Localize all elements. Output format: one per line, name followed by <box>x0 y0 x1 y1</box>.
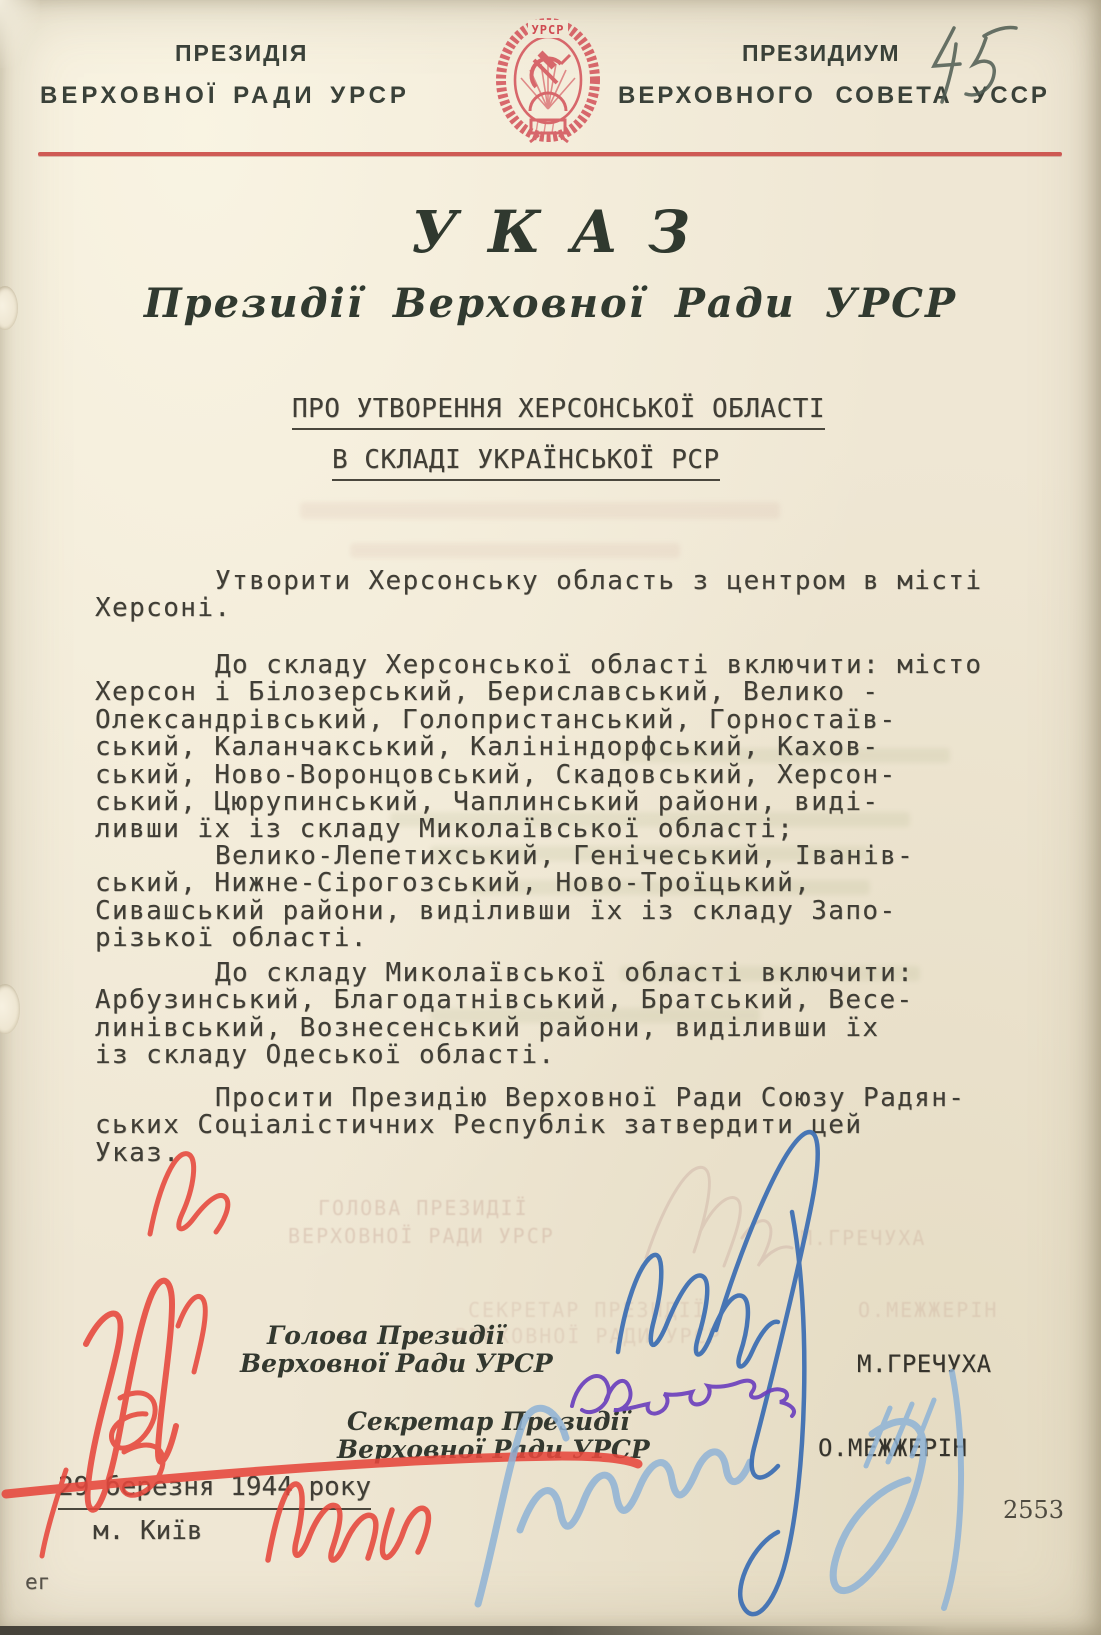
handwritten-page-number <box>920 14 1030 114</box>
signature-secretary-title-line1: Секретар Президії <box>347 1407 630 1436</box>
bleed-through-smudge <box>300 502 780 519</box>
body-line: ських Соціалістичних Республік затвердити цей <box>95 1110 863 1141</box>
bleed-through-smudge <box>350 543 680 558</box>
body-line: Олександрівський, Голопристанський, Горностаїв- <box>95 704 897 735</box>
signature-head-name: М.ГРЕЧУХА <box>857 1350 992 1378</box>
body-line: ливши їх із складу Миколаївської області; <box>95 814 795 845</box>
body-line: ський, Цюрупинський, Чаплинський райони, виді- <box>95 786 880 817</box>
body-line: Сивашський райони, виділивши їх із складу Запо- <box>95 895 897 926</box>
typist-initials: ег <box>25 1570 51 1594</box>
decree-title: УКАЗ <box>411 198 720 266</box>
body-line: Велико-Лепетихський, Генічеський, Іванів- <box>215 841 915 871</box>
header-divider-rule <box>38 152 1062 156</box>
scan-bottom-edge <box>0 1626 1101 1635</box>
ghost-head-title-line1: ГОЛОВА ПРЕЗИДІЇ <box>318 1196 529 1220</box>
signature-secretary-name: О.МЕЖЖЕРІН <box>818 1434 968 1462</box>
ghost-head-name: М.ГРЕЧУХА <box>800 1226 927 1250</box>
header-right-line1: ПРЕЗИДИУМ <box>742 40 901 66</box>
ghost-secretary-title-line2: ВЕРХОВНОЇ РАДИ УРСР <box>455 1324 722 1348</box>
body-line: До складу Миколаївської області включити: <box>215 958 915 988</box>
signature-head-title-line2: Верховної Ради УРСР <box>240 1349 553 1378</box>
body-line: різької області. <box>95 923 368 954</box>
signature-secretary-title <box>337 1408 650 1464</box>
body-paragraph <box>95 960 975 1070</box>
body-line: ський, Нижне-Сірогозський, Ново-Троїцький, <box>95 868 812 899</box>
signature-head-title <box>240 1322 553 1378</box>
header-right-line2: ВЕРХОВНОГО СОВЕТА УССР <box>618 82 1050 109</box>
ghost-secretary-name: О.МЕЖЖЕРІН <box>858 1298 999 1322</box>
body-line: Указ. <box>95 1137 181 1168</box>
ghost-secretary-title-line1: СЕКРЕТАР ПРЕЗИДІЇ <box>468 1298 707 1322</box>
header-left-line1: ПРЕЗИДІЯ <box>175 40 309 66</box>
body-line: ський, Ново-Воронцовський, Скадовський, Херсон- <box>95 759 897 790</box>
decree-subtitle: Президії Верховної Ради УРСР <box>143 280 958 327</box>
body-line: із складу Одеської області. <box>95 1040 556 1071</box>
signature-head-title-line1: Голова Президії <box>267 1321 505 1350</box>
subject-line-2-text: В СКЛАДІ УКРАЇНСЬКОЇ РСР <box>332 445 720 481</box>
ukrainian-ssr-coat-of-arms-stamp <box>481 14 615 144</box>
body-line: Арбузинський, Благодатнівський, Братський, Весе- <box>95 985 914 1016</box>
body-line: линівський, Вознесенський райони, виділивши їх <box>95 1012 880 1043</box>
body-line: Херсоні. <box>95 593 232 624</box>
body-paragraph <box>95 566 983 624</box>
decree-date-text: 29 березня 1944 року <box>58 1472 371 1510</box>
punch-hole <box>0 984 20 1034</box>
grechukha-signature-ink <box>618 1132 818 1614</box>
signature-secretary-title-line2: Верховної Ради УРСР <box>337 1435 650 1464</box>
header-left-line2: ВЕРХОВНОЇ РАДИ УРСР <box>40 82 410 109</box>
body-paragraph <box>95 843 975 953</box>
decree-place: м. Київ <box>93 1516 203 1546</box>
ghost-head-title-line2: ВЕРХОВНОЇ РАДИ УРСР <box>288 1224 555 1248</box>
body-paragraph <box>95 650 983 845</box>
subject-line-2 <box>332 445 720 475</box>
body-line: ський, Каланчакський, Калініндорфський, Кахов- <box>95 732 880 763</box>
ghost-signature-flourish <box>646 1167 792 1266</box>
doc-number: 2553 <box>1003 1496 1065 1524</box>
body-line: До складу Херсонської області включити: місто <box>215 650 983 680</box>
body-line: Утворити Херсонську область з центром в місті <box>215 566 983 596</box>
body-line: Херсон і Білозерський, Бериславський, Велико - <box>95 677 880 708</box>
decree-date <box>58 1472 371 1502</box>
subject-line-1-text: ПРО УТВОРЕННЯ ХЕРСОНСЬКОЇ ОБЛАСТІ <box>292 394 825 430</box>
subject-line-1 <box>292 394 825 424</box>
paper-corner-tear <box>0 0 40 68</box>
body-paragraph <box>95 1085 975 1167</box>
body-line: Просити Президію Верховної Ради Союзу Радян- <box>215 1083 966 1113</box>
emblem-abbreviation-text: УРСР <box>531 23 565 37</box>
